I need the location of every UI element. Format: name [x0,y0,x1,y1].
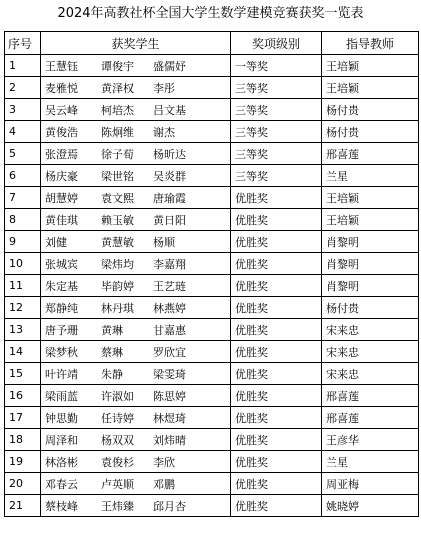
row-award-level: 优胜奖 [231,429,322,451]
page-title: 2024年高教社杯全国大学生数学建模竞赛获奖一览表 [57,6,364,21]
row-index: 13 [5,319,41,341]
student-name: 袁俊杉 [101,455,134,469]
student-name: 李嘉翔 [153,257,186,271]
table-row [5,187,419,209]
student-name: 唐瑜霞 [153,191,186,205]
student-name: 梁雯琦 [153,367,186,381]
row-teacher: 邢喜莲 [322,407,419,429]
student-name: 吴炎群 [153,169,186,183]
row-award-level: 优胜奖 [231,363,322,385]
row-award-level: 一等奖 [231,55,322,77]
student-name: 刘健 [45,235,67,249]
student-name: 杨庆豪 [45,169,78,183]
row-students [41,165,231,187]
row-students [41,407,231,429]
row-index: 11 [5,275,41,297]
row-index: 9 [5,231,41,253]
row-award-level: 三等奖 [231,77,322,99]
row-index: 15 [5,363,41,385]
row-teacher: 姚晓婷 [322,495,419,517]
student-name: 钟思勤 [45,411,78,425]
row-index: 2 [5,77,41,99]
header-students: 获奖学生 [41,32,231,55]
row-students [41,187,231,209]
row-students [41,55,231,77]
student-name: 刘炜晴 [153,433,186,447]
row-award-level: 三等奖 [231,165,322,187]
row-teacher: 宋来忠 [322,363,419,385]
student-name: 胡慧婷 [45,191,78,205]
table-row [5,55,419,77]
row-award-level: 优胜奖 [231,297,322,319]
student-name: 柯培杰 [101,103,134,117]
row-index: 4 [5,121,41,143]
row-students [41,231,231,253]
student-name: 罗欣宜 [153,345,186,359]
student-name: 梁雨蓝 [45,389,78,403]
table-row [5,275,419,297]
row-index: 8 [5,209,41,231]
student-name: 林煜琦 [153,411,186,425]
student-name: 吴云峰 [45,103,78,117]
table-row [5,121,419,143]
table-row [5,253,419,275]
student-name: 卢英顺 [101,477,134,491]
row-index: 12 [5,297,41,319]
row-award-level: 优胜奖 [231,495,322,517]
row-students [41,319,231,341]
student-name: 黄日阳 [153,213,186,227]
row-students [41,253,231,275]
row-index: 19 [5,451,41,473]
row-award-level: 优胜奖 [231,187,322,209]
row-award-level: 优胜奖 [231,253,322,275]
student-name: 唐予珊 [45,323,78,337]
student-name: 杨顺 [153,235,175,249]
row-students [41,429,231,451]
row-index: 3 [5,99,41,121]
row-students [41,275,231,297]
row-students [41,473,231,495]
row-award-level: 优胜奖 [231,407,322,429]
student-name: 张城宾 [45,257,78,271]
row-teacher: 邢喜莲 [322,385,419,407]
row-index: 6 [5,165,41,187]
student-name: 陈炯维 [101,125,134,139]
student-name: 黄慧敏 [101,235,134,249]
row-teacher: 宋来忠 [322,341,419,363]
row-award-level: 优胜奖 [231,319,322,341]
student-name: 吕文基 [153,103,186,117]
row-teacher: 杨付贵 [322,99,419,121]
student-name: 黄俊浩 [45,125,78,139]
table-row [5,77,419,99]
row-award-level: 三等奖 [231,99,322,121]
table-header-row [5,32,419,55]
student-name: 李欣 [153,455,175,469]
row-teacher: 周亚梅 [322,473,419,495]
student-name: 邓鹏 [153,477,175,491]
row-index: 17 [5,407,41,429]
table-row [5,473,419,495]
student-name: 朱定基 [45,279,78,293]
student-name: 张澄焉 [45,147,78,161]
student-name: 蔡枝峰 [45,499,78,513]
row-teacher: 肖黎明 [322,253,419,275]
student-name: 林燕婷 [153,301,186,315]
table-row [5,429,419,451]
awards-table [4,31,419,517]
student-name: 周泽和 [45,433,78,447]
student-name: 邓春云 [45,477,78,491]
row-teacher: 杨付贵 [322,297,419,319]
table-row [5,385,419,407]
student-name: 毕韵婷 [101,279,134,293]
student-name: 邱月杏 [153,499,186,513]
row-teacher: 兰星 [322,165,419,187]
student-name: 甘嘉惠 [153,323,186,337]
row-students [41,209,231,231]
row-teacher: 兰星 [322,451,419,473]
student-name: 杨昕达 [153,147,186,161]
row-students [41,99,231,121]
row-award-level: 优胜奖 [231,209,322,231]
table-row [5,341,419,363]
student-name: 李彤 [153,81,175,95]
row-index: 21 [5,495,41,517]
student-name: 谭俊宇 [101,59,134,73]
row-students [41,363,231,385]
student-name: 黄泽权 [101,81,134,95]
row-teacher: 杨付贵 [322,121,419,143]
table-row [5,451,419,473]
student-name: 梁炜均 [101,257,134,271]
student-name: 许淑如 [101,389,134,403]
row-students [41,495,231,517]
table-body [5,55,419,517]
table-row [5,363,419,385]
student-name: 黄佳琪 [45,213,78,227]
row-index: 7 [5,187,41,209]
student-name: 蔡琳 [101,345,123,359]
table-row [5,407,419,429]
student-name: 徐子荀 [101,147,134,161]
row-index: 16 [5,385,41,407]
row-award-level: 优胜奖 [231,275,322,297]
student-name: 朱静 [101,367,123,381]
row-teacher: 王培颖 [322,77,419,99]
student-name: 杨双双 [101,433,134,447]
row-award-level: 三等奖 [231,121,322,143]
row-index: 1 [5,55,41,77]
header-index: 序号 [5,32,41,55]
row-students [41,385,231,407]
student-name: 叶许靖 [45,367,78,381]
student-name: 盛儒妤 [153,59,186,73]
row-award-level: 优胜奖 [231,341,322,363]
student-name: 谢杰 [153,125,175,139]
row-students [41,77,231,99]
row-teacher: 邢喜莲 [322,143,419,165]
row-students [41,143,231,165]
row-teacher: 肖黎明 [322,275,419,297]
row-index: 5 [5,143,41,165]
table-row [5,99,419,121]
table-row [5,297,419,319]
row-teacher: 宋来忠 [322,319,419,341]
student-name: 王艺琏 [153,279,186,293]
student-name: 王炜臻 [101,499,134,513]
row-index: 14 [5,341,41,363]
student-name: 林洛彬 [45,455,78,469]
student-name: 王慧钰 [45,59,78,73]
student-name: 赖玉敏 [101,213,134,227]
row-index: 20 [5,473,41,495]
table-row [5,495,419,517]
row-index: 10 [5,253,41,275]
row-students [41,297,231,319]
student-name: 袁文熙 [101,191,134,205]
student-name: 麦雅悦 [45,81,78,95]
row-students [41,451,231,473]
row-teacher: 王培颖 [322,187,419,209]
student-name: 黄琳 [101,323,123,337]
student-name: 任诗婷 [101,411,134,425]
student-name: 陈思婷 [153,389,186,403]
table-row [5,231,419,253]
header-level: 奖项级别 [231,32,322,55]
row-teacher: 肖黎明 [322,231,419,253]
row-award-level: 优胜奖 [231,473,322,495]
student-name: 林丹琪 [101,301,134,315]
row-students [41,341,231,363]
row-index: 18 [5,429,41,451]
table-row [5,209,419,231]
header-teacher: 指导教师 [322,32,419,55]
table-row [5,319,419,341]
row-teacher: 王彦华 [322,429,419,451]
row-teacher: 王培颖 [322,55,419,77]
row-award-level: 三等奖 [231,143,322,165]
student-name: 郑静纯 [45,301,78,315]
row-students [41,121,231,143]
row-award-level: 优胜奖 [231,451,322,473]
row-award-level: 优胜奖 [231,231,322,253]
table-row [5,165,419,187]
row-award-level: 优胜奖 [231,385,322,407]
row-teacher: 王培颖 [322,209,419,231]
student-name: 梁世铭 [101,169,134,183]
table-row [5,143,419,165]
student-name: 梁梦秋 [45,345,78,359]
